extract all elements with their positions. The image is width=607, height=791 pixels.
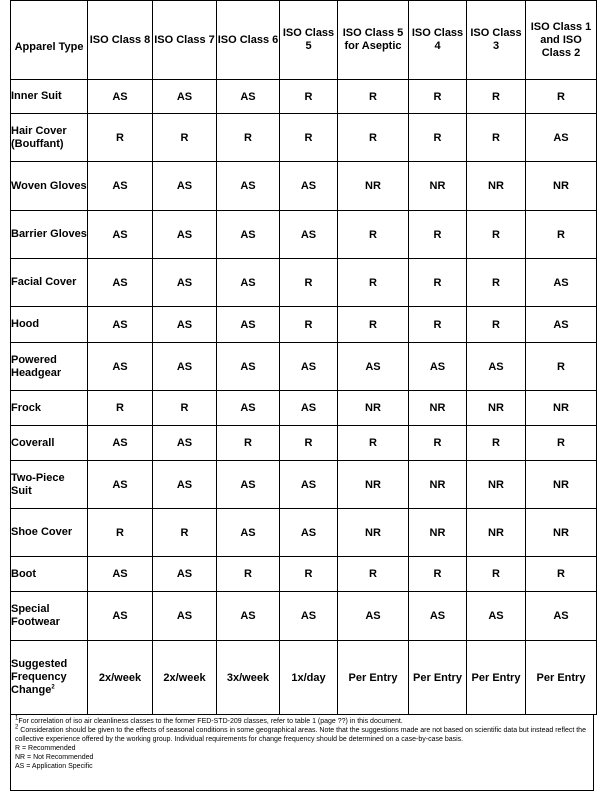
table-cell: AS	[280, 211, 338, 259]
table-cell: AS	[153, 211, 217, 259]
table-cell: AS	[467, 343, 526, 391]
table-cell: AS	[88, 307, 153, 343]
table-cell: R	[338, 114, 409, 162]
table-cell: NR	[467, 391, 526, 426]
table-row	[11, 80, 597, 114]
table-cell: R	[338, 259, 409, 307]
table-cell: R	[217, 557, 280, 592]
table-cell: AS	[88, 557, 153, 592]
table-cell: AS	[88, 162, 153, 211]
table-cell: R	[88, 391, 153, 426]
table-cell: AS	[88, 461, 153, 509]
table-cell: R	[338, 426, 409, 461]
table-cell: AS	[409, 343, 467, 391]
footnote-2-marker: 2	[15, 724, 19, 731]
table-cell: R	[280, 114, 338, 162]
header-col-1: ISO Class 8	[88, 1, 153, 80]
frequency-cell: 2x/week	[88, 641, 153, 715]
table-cell: R	[409, 307, 467, 343]
table-row	[11, 162, 597, 211]
table-cell: AS	[217, 592, 280, 641]
table-cell: AS	[153, 592, 217, 641]
footnote-1-marker: 1	[15, 715, 19, 722]
frequency-label-marker: 2	[51, 684, 55, 691]
table-cell: R	[338, 80, 409, 114]
frequency-cell: 2x/week	[153, 641, 217, 715]
frequency-cell: 1x/day	[280, 641, 338, 715]
table-cell: AS	[217, 461, 280, 509]
table-cell: R	[467, 259, 526, 307]
frequency-label-text: Suggested Frequency Change	[11, 658, 68, 696]
header-row	[11, 1, 597, 80]
table-cell: R	[280, 557, 338, 592]
table-cell: AS	[467, 592, 526, 641]
table-cell: R	[88, 114, 153, 162]
table-cell: AS	[217, 307, 280, 343]
table-cell: NR	[467, 461, 526, 509]
header-apparel-type: Apparel Type	[11, 1, 88, 80]
table-cell: AS	[88, 211, 153, 259]
frequency-cell: Per Entry	[467, 641, 526, 715]
frequency-cell: Per Entry	[526, 641, 597, 715]
footnote-1-text: For correlation of iso air cleanliness classes to the former FED-STD-209 classes, refer to table 1 (page ??) in this document.	[18, 718, 403, 725]
table-row	[11, 509, 597, 557]
table-cell: R	[526, 211, 597, 259]
table-cell: AS	[153, 307, 217, 343]
table-cell: NR	[467, 509, 526, 557]
frequency-cell: Per Entry	[409, 641, 467, 715]
table-cell: R	[409, 80, 467, 114]
table-cell: NR	[409, 391, 467, 426]
table-cell: AS	[217, 259, 280, 307]
table-cell: NR	[526, 391, 597, 426]
frequency-cell: 3x/week	[217, 641, 280, 715]
table-cell: NR	[409, 461, 467, 509]
table-cell: NR	[526, 461, 597, 509]
footnotes	[10, 715, 594, 791]
row-label: Powered Headgear	[11, 343, 88, 391]
table-cell: R	[280, 80, 338, 114]
legend-nr: NR = Not Recommended	[15, 754, 94, 761]
table-cell: AS	[217, 162, 280, 211]
table-cell: AS	[153, 426, 217, 461]
table-cell: AS	[338, 343, 409, 391]
frequency-label	[11, 641, 88, 715]
table-row	[11, 592, 597, 641]
row-label: Special Footwear	[11, 592, 88, 641]
table-cell: NR	[338, 461, 409, 509]
table-cell: AS	[409, 592, 467, 641]
table-cell: NR	[338, 509, 409, 557]
apparel-table	[10, 0, 597, 715]
table-cell: R	[467, 557, 526, 592]
table-cell: R	[526, 557, 597, 592]
table-row	[11, 343, 597, 391]
table-cell: AS	[338, 592, 409, 641]
table-cell: AS	[153, 461, 217, 509]
table-cell: NR	[338, 162, 409, 211]
table-cell: R	[467, 211, 526, 259]
row-label: Woven Gloves	[11, 162, 88, 211]
row-label: Coverall	[11, 426, 88, 461]
table-cell: AS	[526, 592, 597, 641]
legend-as: AS = Application Specific	[15, 763, 93, 770]
table-cell: R	[153, 509, 217, 557]
table-cell: R	[338, 307, 409, 343]
row-label: Frock	[11, 391, 88, 426]
table-cell: AS	[153, 259, 217, 307]
table-cell: R	[409, 557, 467, 592]
row-label: Two-Piece Suit	[11, 461, 88, 509]
table-cell: R	[526, 426, 597, 461]
table-cell: R	[88, 509, 153, 557]
table-cell: AS	[88, 426, 153, 461]
row-label: Shoe Cover	[11, 509, 88, 557]
table-cell: R	[153, 391, 217, 426]
table-cell: NR	[409, 162, 467, 211]
table-cell: AS	[217, 211, 280, 259]
table-cell: AS	[217, 80, 280, 114]
table-cell: R	[409, 211, 467, 259]
table-cell: R	[467, 80, 526, 114]
table-cell: R	[467, 307, 526, 343]
table-cell: AS	[153, 557, 217, 592]
table-cell: NR	[526, 509, 597, 557]
table-cell: R	[280, 426, 338, 461]
footnote-2-text: Consideration should be given to the effects of seasonal conditions in some geographical areas. Note that the suggestions made are not based on scientific data but instead reflect the collective experience offered by the working group. Individual requirements for change frequency should be determined on a case-by-case basis.	[15, 727, 586, 743]
table-row	[11, 259, 597, 307]
table-cell: R	[409, 426, 467, 461]
legend-r: R = Recommended	[15, 745, 76, 752]
table-row	[11, 211, 597, 259]
table-row	[11, 391, 597, 426]
apparel-table-container	[10, 0, 596, 791]
table-cell: AS	[88, 80, 153, 114]
table-row	[11, 307, 597, 343]
table-cell: AS	[526, 307, 597, 343]
table-cell: R	[280, 307, 338, 343]
table-cell: AS	[217, 391, 280, 426]
header-col-3: ISO Class 6	[217, 1, 280, 80]
table-cell: AS	[280, 461, 338, 509]
table-cell: R	[409, 259, 467, 307]
table-cell: NR	[409, 509, 467, 557]
table-row	[11, 426, 597, 461]
header-col-5: ISO Class 5 for Aseptic	[338, 1, 409, 80]
table-row	[11, 461, 597, 509]
table-row	[11, 557, 597, 592]
table-cell: R	[409, 114, 467, 162]
header-col-6: ISO Class 4	[409, 1, 467, 80]
footnote-1	[15, 717, 591, 726]
table-cell: AS	[280, 509, 338, 557]
table-row	[11, 114, 597, 162]
table-cell: AS	[280, 343, 338, 391]
table-cell: AS	[526, 259, 597, 307]
table-cell: R	[280, 259, 338, 307]
table-cell: NR	[338, 391, 409, 426]
row-label: Hair Cover (Bouffant)	[11, 114, 88, 162]
header-col-8: ISO Class 1 and ISO Class 2	[526, 1, 597, 80]
table-cell: R	[526, 343, 597, 391]
row-label: Boot	[11, 557, 88, 592]
row-label: Facial Cover	[11, 259, 88, 307]
table-cell: AS	[153, 343, 217, 391]
table-body	[11, 80, 597, 715]
table-cell: AS	[217, 343, 280, 391]
table-cell: R	[338, 211, 409, 259]
frequency-cell: Per Entry	[338, 641, 409, 715]
table-cell: AS	[153, 162, 217, 211]
table-cell: R	[217, 114, 280, 162]
table-cell: AS	[526, 114, 597, 162]
table-cell: AS	[280, 391, 338, 426]
table-cell: R	[217, 426, 280, 461]
table-cell: AS	[88, 343, 153, 391]
table-cell: R	[526, 80, 597, 114]
table-cell: R	[338, 557, 409, 592]
header-col-2: ISO Class 7	[153, 1, 217, 80]
table-cell: AS	[153, 80, 217, 114]
table-cell: NR	[526, 162, 597, 211]
frequency-row	[11, 641, 597, 715]
header-col-7: ISO Class 3	[467, 1, 526, 80]
row-label: Inner Suit	[11, 80, 88, 114]
row-label: Hood	[11, 307, 88, 343]
table-cell: R	[153, 114, 217, 162]
table-cell: R	[467, 426, 526, 461]
table-cell: AS	[280, 592, 338, 641]
table-cell: AS	[88, 259, 153, 307]
header-col-4: ISO Class 5	[280, 1, 338, 80]
row-label: Barrier Gloves	[11, 211, 88, 259]
footnote-2	[15, 726, 591, 744]
table-cell: AS	[280, 162, 338, 211]
table-cell: AS	[217, 509, 280, 557]
table-cell: NR	[467, 162, 526, 211]
table-cell: R	[467, 114, 526, 162]
table-cell: AS	[88, 592, 153, 641]
